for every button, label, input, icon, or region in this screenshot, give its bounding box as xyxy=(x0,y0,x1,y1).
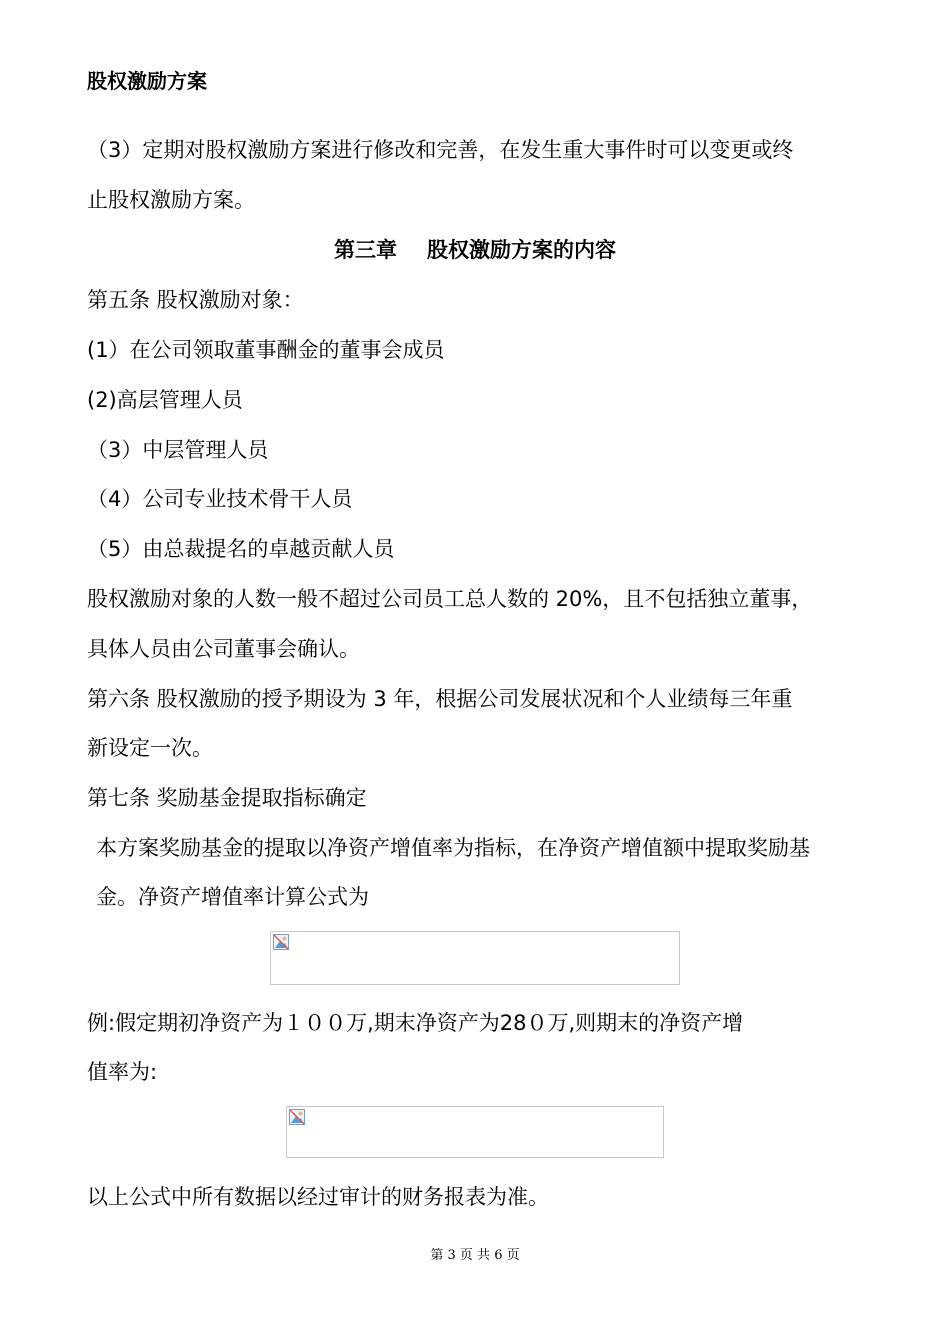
broken-image-icon xyxy=(273,934,289,950)
para-line: 金。净资产增值率计算公式为 xyxy=(96,885,369,909)
list-item: （5）由总裁提名的卓越贡献人员 xyxy=(87,537,395,561)
para-line: 例:假定期初净资产为１００万,期末净资产为28０万,则期末的净资产增 xyxy=(87,1011,744,1035)
list-item: （4）公司专业技术骨干人员 xyxy=(87,487,353,511)
chapter-heading xyxy=(0,235,950,265)
para-line: 股权激励对象的人数一般不超过公司员工总人数的 20%，且不包括独立董事， xyxy=(87,587,813,611)
chapter-number: 第三章 xyxy=(334,238,397,262)
para-line: 值率为: xyxy=(87,1060,158,1084)
para-line: 以上公式中所有数据以经过审计的财务报表为准。 xyxy=(87,1185,549,1209)
para-line: 第六条 股权激励的授予期设为 3 年，根据公司发展状况和个人业绩每三年重 xyxy=(87,687,793,711)
page-footer: 第 3 页 共 6 页 xyxy=(430,1248,520,1263)
formula-image-placeholder xyxy=(286,1106,664,1158)
para-line: 具体人员由公司董事会确认。 xyxy=(87,637,360,661)
list-item: (1）在公司领取董事酬金的董事会成员 xyxy=(87,338,445,362)
article-heading: 第五条 股权激励对象： xyxy=(87,288,304,312)
article-heading: 第七条 奖励基金提取指标确定 xyxy=(87,786,367,810)
document-header: 股权激励方案 xyxy=(87,69,207,93)
list-item: (2)高层管理人员 xyxy=(87,388,243,412)
para-line: （3）定期对股权激励方案进行修改和完善，在发生重大事件时可以变更或终 xyxy=(87,138,794,162)
chapter-title: 股权激励方案的内容 xyxy=(427,238,616,262)
broken-image-icon xyxy=(289,1109,305,1125)
para-line: 新设定一次。 xyxy=(87,736,213,760)
para-line: 止股权激励方案。 xyxy=(87,188,255,212)
formula-image-placeholder xyxy=(270,931,680,985)
list-item: （3）中层管理人员 xyxy=(87,438,269,462)
para-line: 本方案奖励基金的提取以净资产增值率为指标，在净资产增值额中提取奖励基 xyxy=(96,836,810,860)
